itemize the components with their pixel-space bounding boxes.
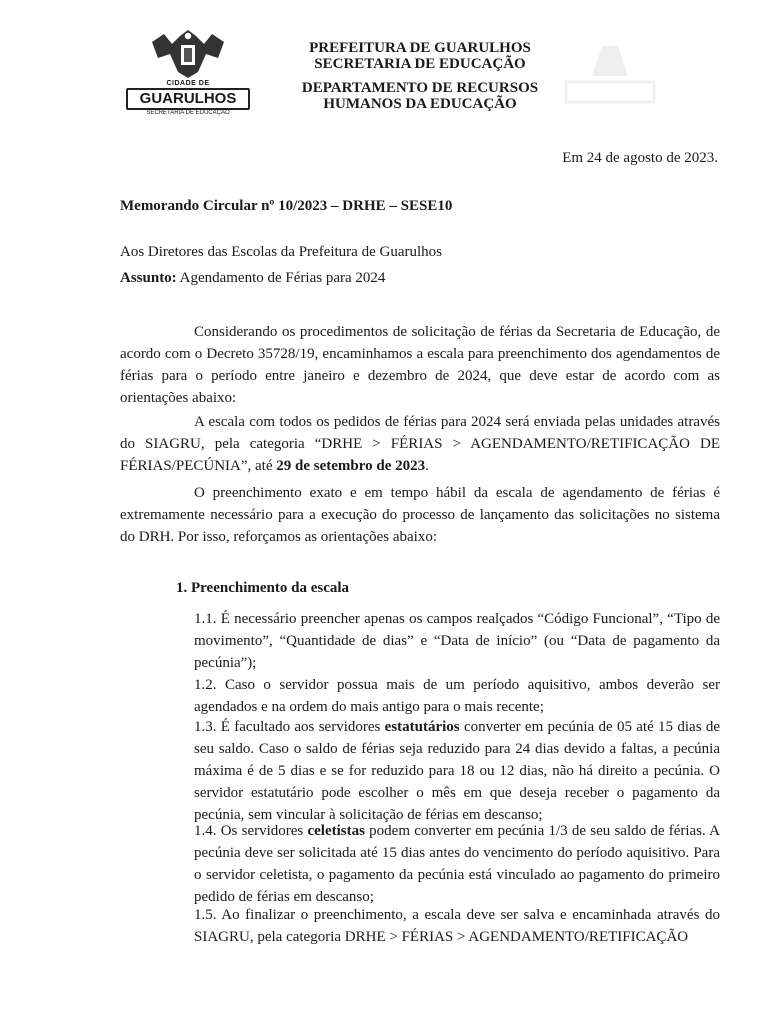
list-item: 1.1. É necessário preencher apenas os campos realçados “Código Funcional”, “Tipo de movimento”, “Quantidade de dias” e “Data de início” (ou “Data de pagamento da pecúnia”); — [194, 611, 720, 671]
list-item: 1.2. Caso o servidor possua mais de um período aquisitivo, ambos deverão ser agendados e na ordem do mais antigo para o mais recente; — [194, 677, 720, 715]
paragraph-3: O preenchimento exato e em tempo hábil da escala de agendamento de férias é extremamente necessário para a execução do processo de lançamento das solicitações no sistema do DRH. Por isso, reforçamos as orientações abaixo: — [120, 485, 720, 545]
list-item: 1.5. Ao finalizar o preenchimento, a escala deve ser salva e encaminhada através do SIAGRU, pela categoria DRHE > FÉRIAS > AGENDAMENTO/RETIFICAÇÃO — [194, 907, 720, 945]
paragraph-1: Considerando os procedimentos de solicitação de férias da Secretaria de Educação, de acordo com o Decreto 35728/19, encaminhamos a escala para preenchimento dos agendamentos de férias para o período entre janeiro e dezembro de 2024, que deve estar de acordo com as orientações abaixo: — [120, 324, 720, 406]
item-3-rest: converter em pecúnia de 05 até 15 dias de seu saldo. Caso o saldo de férias seja reduzido para 24 dias devido a faltas, a pecúnia máxima é de 5 dias e se for reduzido para 18 ou 12 dias, não há direito a pecúnia. O servidor estatutário pode escolher o mês em que deseja receber o pagamento da pecúnia, sem vincular à solicitação de férias em descanso; — [194, 719, 720, 823]
recipients: Aos Diretores das Escolas da Prefeitura de Guarulhos — [120, 244, 442, 260]
logo-top-label: CIDADE DE — [166, 80, 210, 87]
item-3-bold: estatutários — [384, 719, 460, 735]
paragraph-2 — [120, 411, 720, 477]
item-4-bold: celetistas — [307, 823, 365, 839]
deadline-date: 29 de setembro de 2023 — [276, 458, 426, 474]
header-line-1: PREFEITURA DE GUARULHOS — [309, 40, 531, 56]
subject-label: Assunto: — [120, 270, 177, 286]
logo-sub-label: SECRETARIA DE EDUCAÇÃO — [146, 110, 230, 116]
header-line-4: HUMANOS DA EDUCAÇÃO — [323, 96, 517, 112]
subject-line — [120, 270, 385, 287]
faint-stamp-icon — [562, 36, 658, 108]
item-4-rest: podem converter em pecúnia 1/3 de seu saldo de férias. A pecúnia deve ser solicitada até 15 dias antes do vencimento do período aquisitivo. Para o servidor celetista, o pagamento da pecúnia está vinculado ao pagamento do primeiro pedido de férias em descanso; — [194, 823, 720, 905]
paragraph-2-text: A escala com todos os pedidos de férias para 2024 será enviada pelas unidades através do SIAGRU, pela categoria “DRHE > FÉRIAS > AGENDAMENTO/RETIFICAÇÃO DE FÉRIAS/PECÚNIA”, até — [120, 414, 720, 474]
item-3-text: 1.3. É facultado aos servidores — [194, 719, 385, 735]
list-item — [194, 716, 720, 826]
coat-of-arms-icon — [146, 28, 230, 80]
city-logo — [118, 28, 258, 120]
item-4-text: 1.4. Os servidores — [194, 823, 308, 839]
document-date: Em 24 de agosto de 2023. — [562, 150, 718, 166]
letterhead — [280, 40, 560, 112]
logo-city-name: GUARULHOS — [126, 88, 250, 110]
subject-text: Agendamento de Férias para 2024 — [176, 270, 386, 286]
header-line-2: SECRETARIA DE EDUCAÇÃO — [314, 56, 526, 72]
list-item — [194, 820, 720, 908]
header-line-3: DEPARTAMENTO DE RECURSOS — [301, 80, 539, 96]
memo-title: Memorando Circular nº 10/2023 – DRHE – SESE10 — [120, 198, 453, 214]
section-title: 1. Preenchimento da escala — [176, 580, 350, 596]
paragraph-2-end: . — [425, 458, 429, 474]
